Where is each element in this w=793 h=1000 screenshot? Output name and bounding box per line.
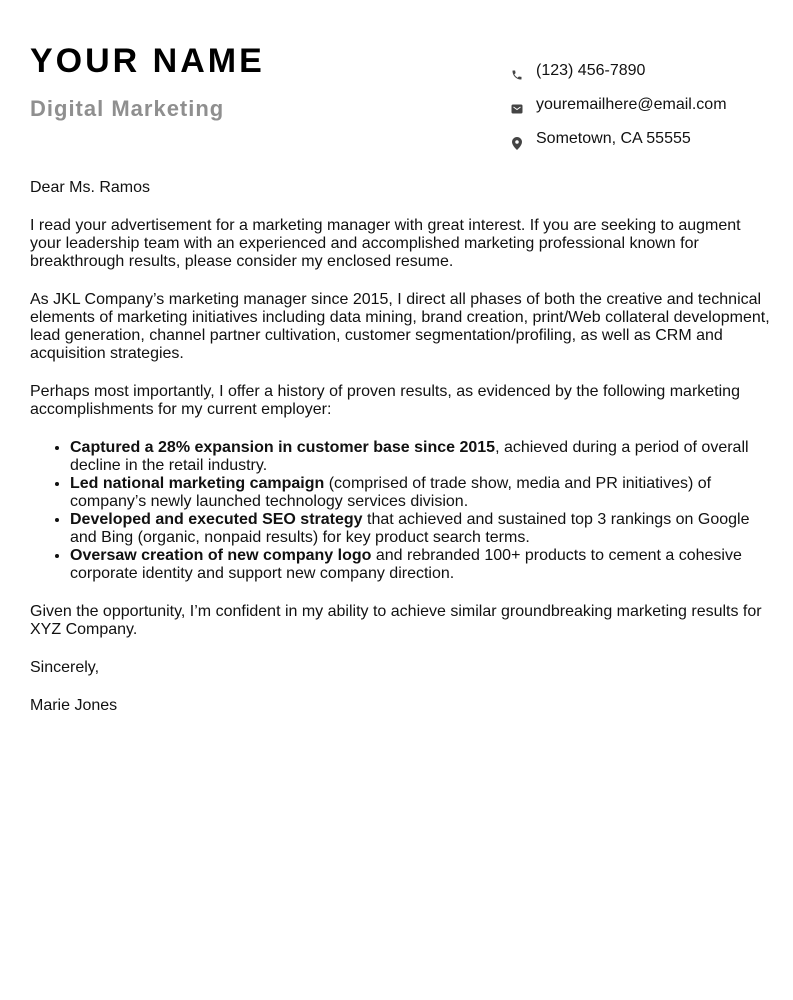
letter-paragraph: I read your advertisement for a marketing manager with great interest. If you are seeking to augment your leadership team with an experienced and accomplished marketing professional known for breakthrough results, please consider my enclosed resume. (30, 217, 741, 270)
letter-body (30, 179, 770, 735)
contact-email-row (508, 90, 778, 124)
accomplishment-highlight: Developed and executed SEO strategy (70, 511, 363, 528)
accomplishment-detail: that achieved and sustained top 3 rankings on Google and Bing (organic, nonpaid results) for key product search terms. (70, 511, 750, 546)
accomplishment-detail: (comprised of trade show, media and PR initiatives) of company’s newly launched technology services division. (70, 475, 712, 510)
applicant-name: YOUR NAME (30, 42, 265, 80)
location-pin-icon (508, 135, 526, 151)
applicant-title: Digital Marketing (30, 96, 225, 121)
list-item (70, 511, 770, 547)
accomplishment-detail: , achieved during a period of overall decline in the retail industry. (70, 439, 749, 474)
list-item (70, 547, 770, 583)
contact-location: Sometown, CA 55555 (536, 130, 691, 147)
email-icon (508, 101, 526, 117)
letter-closing: Sincerely, (30, 659, 100, 676)
accomplishment-highlight: Led national marketing campaign (70, 475, 325, 492)
phone-icon (508, 67, 526, 83)
accomplishment-highlight: Captured a 28% expansion in customer base since 2015 (70, 439, 496, 456)
letter-paragraph: As JKL Company’s marketing manager since 2015, I direct all phases of both the creative and technical elements of marketing initiatives including data mining, brand creation, print/Web collateral development, lead generation, channel partner cultivation, customer segmentation/profiling, as well as CRM and acquisition strategies. (30, 291, 770, 362)
contact-email: youremailhere@email.com (536, 96, 727, 113)
letter-paragraph: Given the opportunity, I’m confident in my ability to achieve similar groundbreaking marketing results for XYZ Company. (30, 603, 762, 638)
contact-phone: (123) 456-7890 (536, 62, 646, 79)
accomplishments-list (30, 439, 770, 583)
letter-greeting: Dear Ms. Ramos (30, 179, 151, 196)
letter-paragraph: Perhaps most importantly, I offer a history of proven results, as evidenced by the following marketing accomplishments for my current employer: (30, 383, 740, 418)
contact-location-row (508, 124, 778, 158)
list-item (70, 439, 770, 475)
contact-phone-row (508, 56, 778, 90)
contact-block (508, 56, 778, 158)
accomplishment-highlight: Oversaw creation of new company logo (70, 547, 372, 564)
list-item (70, 475, 770, 511)
accomplishment-detail: and rebranded 100+ products to cement a cohesive corporate identity and support new company direction. (70, 547, 742, 582)
letter-signature: Marie Jones (30, 697, 118, 714)
